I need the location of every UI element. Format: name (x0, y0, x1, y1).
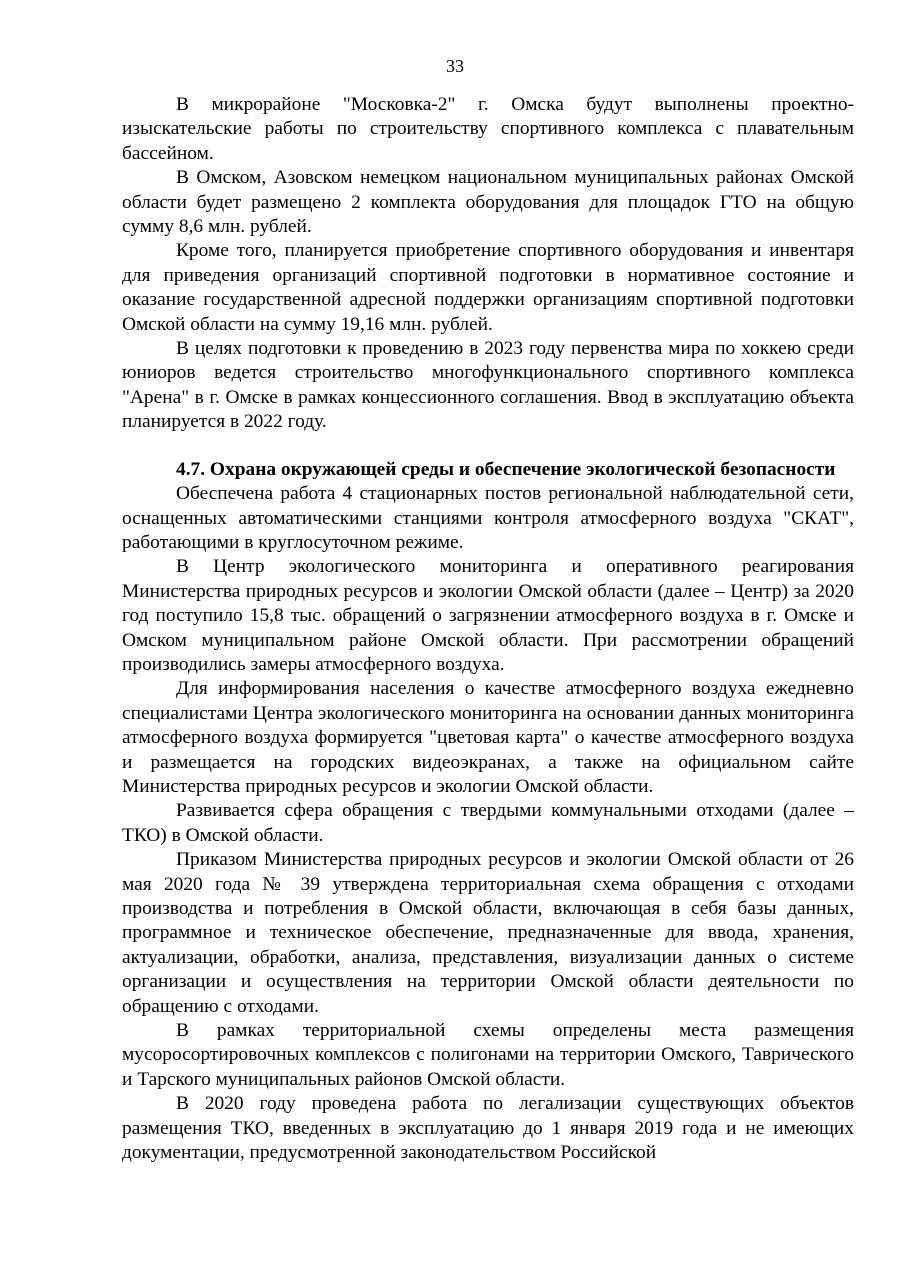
section-heading: 4.7. Охрана окружающей среды и обеспечение экологической безопасности (176, 458, 836, 480)
paragraph: Развивается сфера обращения с твердыми коммунальными отходами (далее – ТКО) в Омской области. (122, 800, 854, 846)
paragraph: Кроме того, планируется приобретение спортивного оборудования и инвентаря для приведения организаций спортивной подготовки в нормативное состояние и оказание государственной адресной поддержки организациям спортивной подготовки Омской области на сумму 19,16 млн. рублей. (122, 240, 854, 335)
page-number: 33 (446, 56, 464, 76)
document-body (122, 93, 854, 1165)
paragraph: В целях подготовки к проведению в 2023 году первенства мира по хоккею среди юниоров ведется строительство многофункционального спортивного комплекса "Арена" в г. Омске в рамках концессионного соглашения. Ввод в эксплуатацию объекта планируется в 2022 году. (122, 338, 854, 433)
paragraph: Приказом Министерства природных ресурсов и экологии Омской области от 26 мая 2020 года № 39 утверждена территориальная схема обращения с отходами производства и потребления в Омской области, включающая в себя базы данных, программное и техническое обеспечение, предназначенные для ввода, хранения, актуализации, обработки, анализа, представления, визуализации данных о системе организации и осуществления на территории Омской области деятельности по обращению с отходами. (122, 849, 854, 1017)
paragraph: В микрорайоне "Московка-2" г. Омска будут выполнены проектно-изыскательские работы по строительству спортивного комплекса с плавательным бассейном. (122, 94, 854, 164)
paragraph: В Омском, Азовском немецком национальном муниципальных районах Омской области будет размещено 2 комплекта оборудования для площадок ГТО на общую сумму 8,6 млн. рублей. (122, 167, 854, 238)
paragraph: Для информирования населения о качестве атмосферного воздуха ежедневно специалистами Центра экологического мониторинга на основании данных мониторинга атмосферного воздуха формируется "цветовая карта" о качестве атмосферного воздуха и размещается на городских видеоэкранах, а также на официальном сайте Министерства природных ресурсов и экологии Омской области. (122, 678, 854, 797)
paragraph: В 2020 году проведена работа по легализации существующих объектов размещения ТКО, введенных в эксплуатацию до 1 января 2019 года и не имеющих документации, предусмотренной законодательством Российской (122, 1093, 854, 1164)
paragraph: Обеспечена работа 4 стационарных постов региональной наблюдательной сети, оснащенных автоматическими станциями контроля атмосферного воздуха "СКАТ", работающими в круглосуточном режиме. (122, 483, 854, 553)
paragraph: В Центр экологического мониторинга и оперативного реагирования Министерства природных ресурсов и экологии Омской области (далее – Центр) за 2020 год поступило 15,8 тыс. обращений о загрязнении атмосферного воздуха в г. Омске и Омском муниципальном районе Омской области. При рассмотрении обращений производились замеры атмосферного воздуха. (122, 556, 854, 675)
paragraph: В рамках территориальной схемы определены места размещения мусоросортировочных комплексов с полигонами на территории Омского, Таврического и Тарского муниципальных районов Омской области. (122, 1020, 854, 1090)
